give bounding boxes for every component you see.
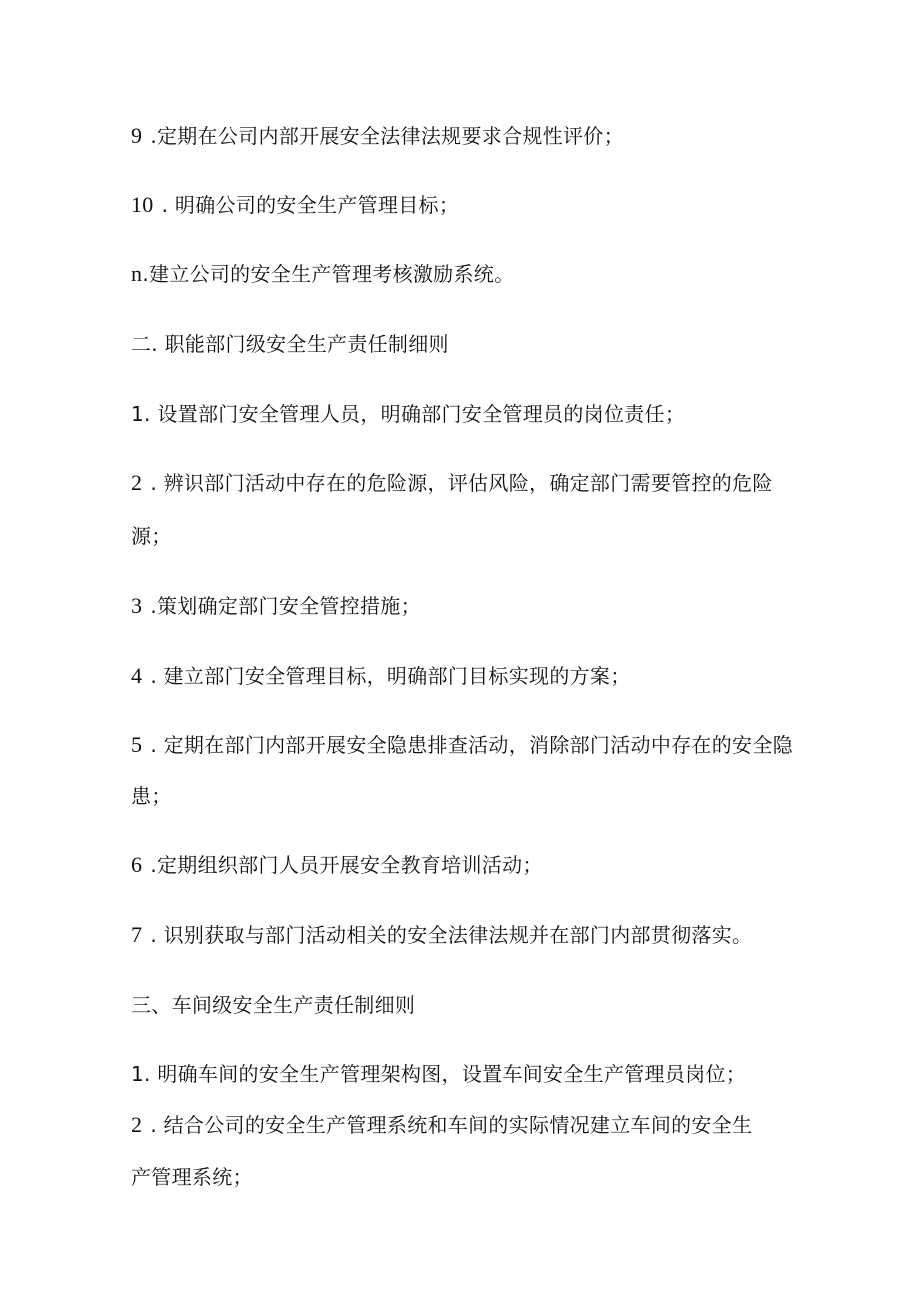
workshop-item-2 (131, 1111, 752, 1139)
section-heading-2 (131, 330, 449, 358)
section-heading-3 (131, 991, 415, 1019)
item-text: . 建立部门安全管理目标，明确部门目标实现的方案； (150, 664, 631, 688)
item-text: .策划确定部门安全管控措施； (150, 594, 421, 618)
item-text: 产管理系统； (131, 1165, 253, 1189)
heading-text: 三、车间级安全生产责任制细则 (131, 993, 416, 1017)
item-text: .建立公司的安全生产管理考核激励系统。 (142, 262, 515, 286)
item-text: 1. 明确车间的安全生产管理架构图，设置车间安全生产管理员岗位； (131, 1062, 747, 1086)
item-number: 7 (131, 922, 143, 947)
dept-item-7 (131, 921, 752, 949)
item-number: 6 (131, 852, 143, 877)
item-text: 患； (131, 784, 172, 808)
item-number: 3 (131, 593, 143, 618)
dept-item-3 (131, 592, 421, 620)
item-number: n (131, 261, 143, 286)
dept-item-5 (131, 731, 793, 759)
item-text: . 定期在部门内部开展安全隐患排查活动，消除部门活动中存在的安全隐 (150, 733, 793, 757)
item-number: 2 (131, 1112, 143, 1137)
item-text: . 明确公司的安全生产管理目标； (161, 193, 460, 217)
item-10 (131, 191, 459, 219)
item-text: .定期组织部门人员开展安全教育培训活动； (150, 853, 543, 877)
item-number: 2 (131, 470, 143, 495)
dept-item-2-continued (131, 522, 172, 550)
item-number: 10 (131, 192, 154, 217)
item-text: 1. 设置部门安全管理人员，明确部门安全管理员的岗位责任； (131, 402, 686, 426)
workshop-item-1 (131, 1060, 746, 1088)
dept-item-5-continued (131, 782, 172, 810)
item-number: 5 (131, 732, 143, 757)
item-text: . 辨识部门活动中存在的危险源，评估风险，确定部门需要管控的危险 (150, 471, 773, 495)
item-text: .定期在公司内部开展安全法律法规要求合规性评价； (150, 124, 624, 148)
item-text: 源； (131, 524, 172, 548)
dept-item-4 (131, 662, 631, 690)
item-9 (131, 122, 624, 150)
dept-item-6 (131, 851, 543, 879)
item-number: 4 (131, 663, 143, 688)
workshop-item-2-continued (131, 1163, 253, 1191)
dept-item-2 (131, 469, 773, 497)
item-text: . 结合公司的安全生产管理系统和车间的实际情况建立车间的安全生 (150, 1113, 753, 1137)
item-11 (131, 260, 514, 288)
item-number: 9 (131, 123, 143, 148)
heading-text: 二. 职能部门级安全生产责任制细则 (131, 332, 449, 356)
item-text: . 识别获取与部门活动相关的安全法律法规并在部门内部贯彻落实。 (150, 923, 753, 947)
dept-item-1 (131, 400, 685, 428)
